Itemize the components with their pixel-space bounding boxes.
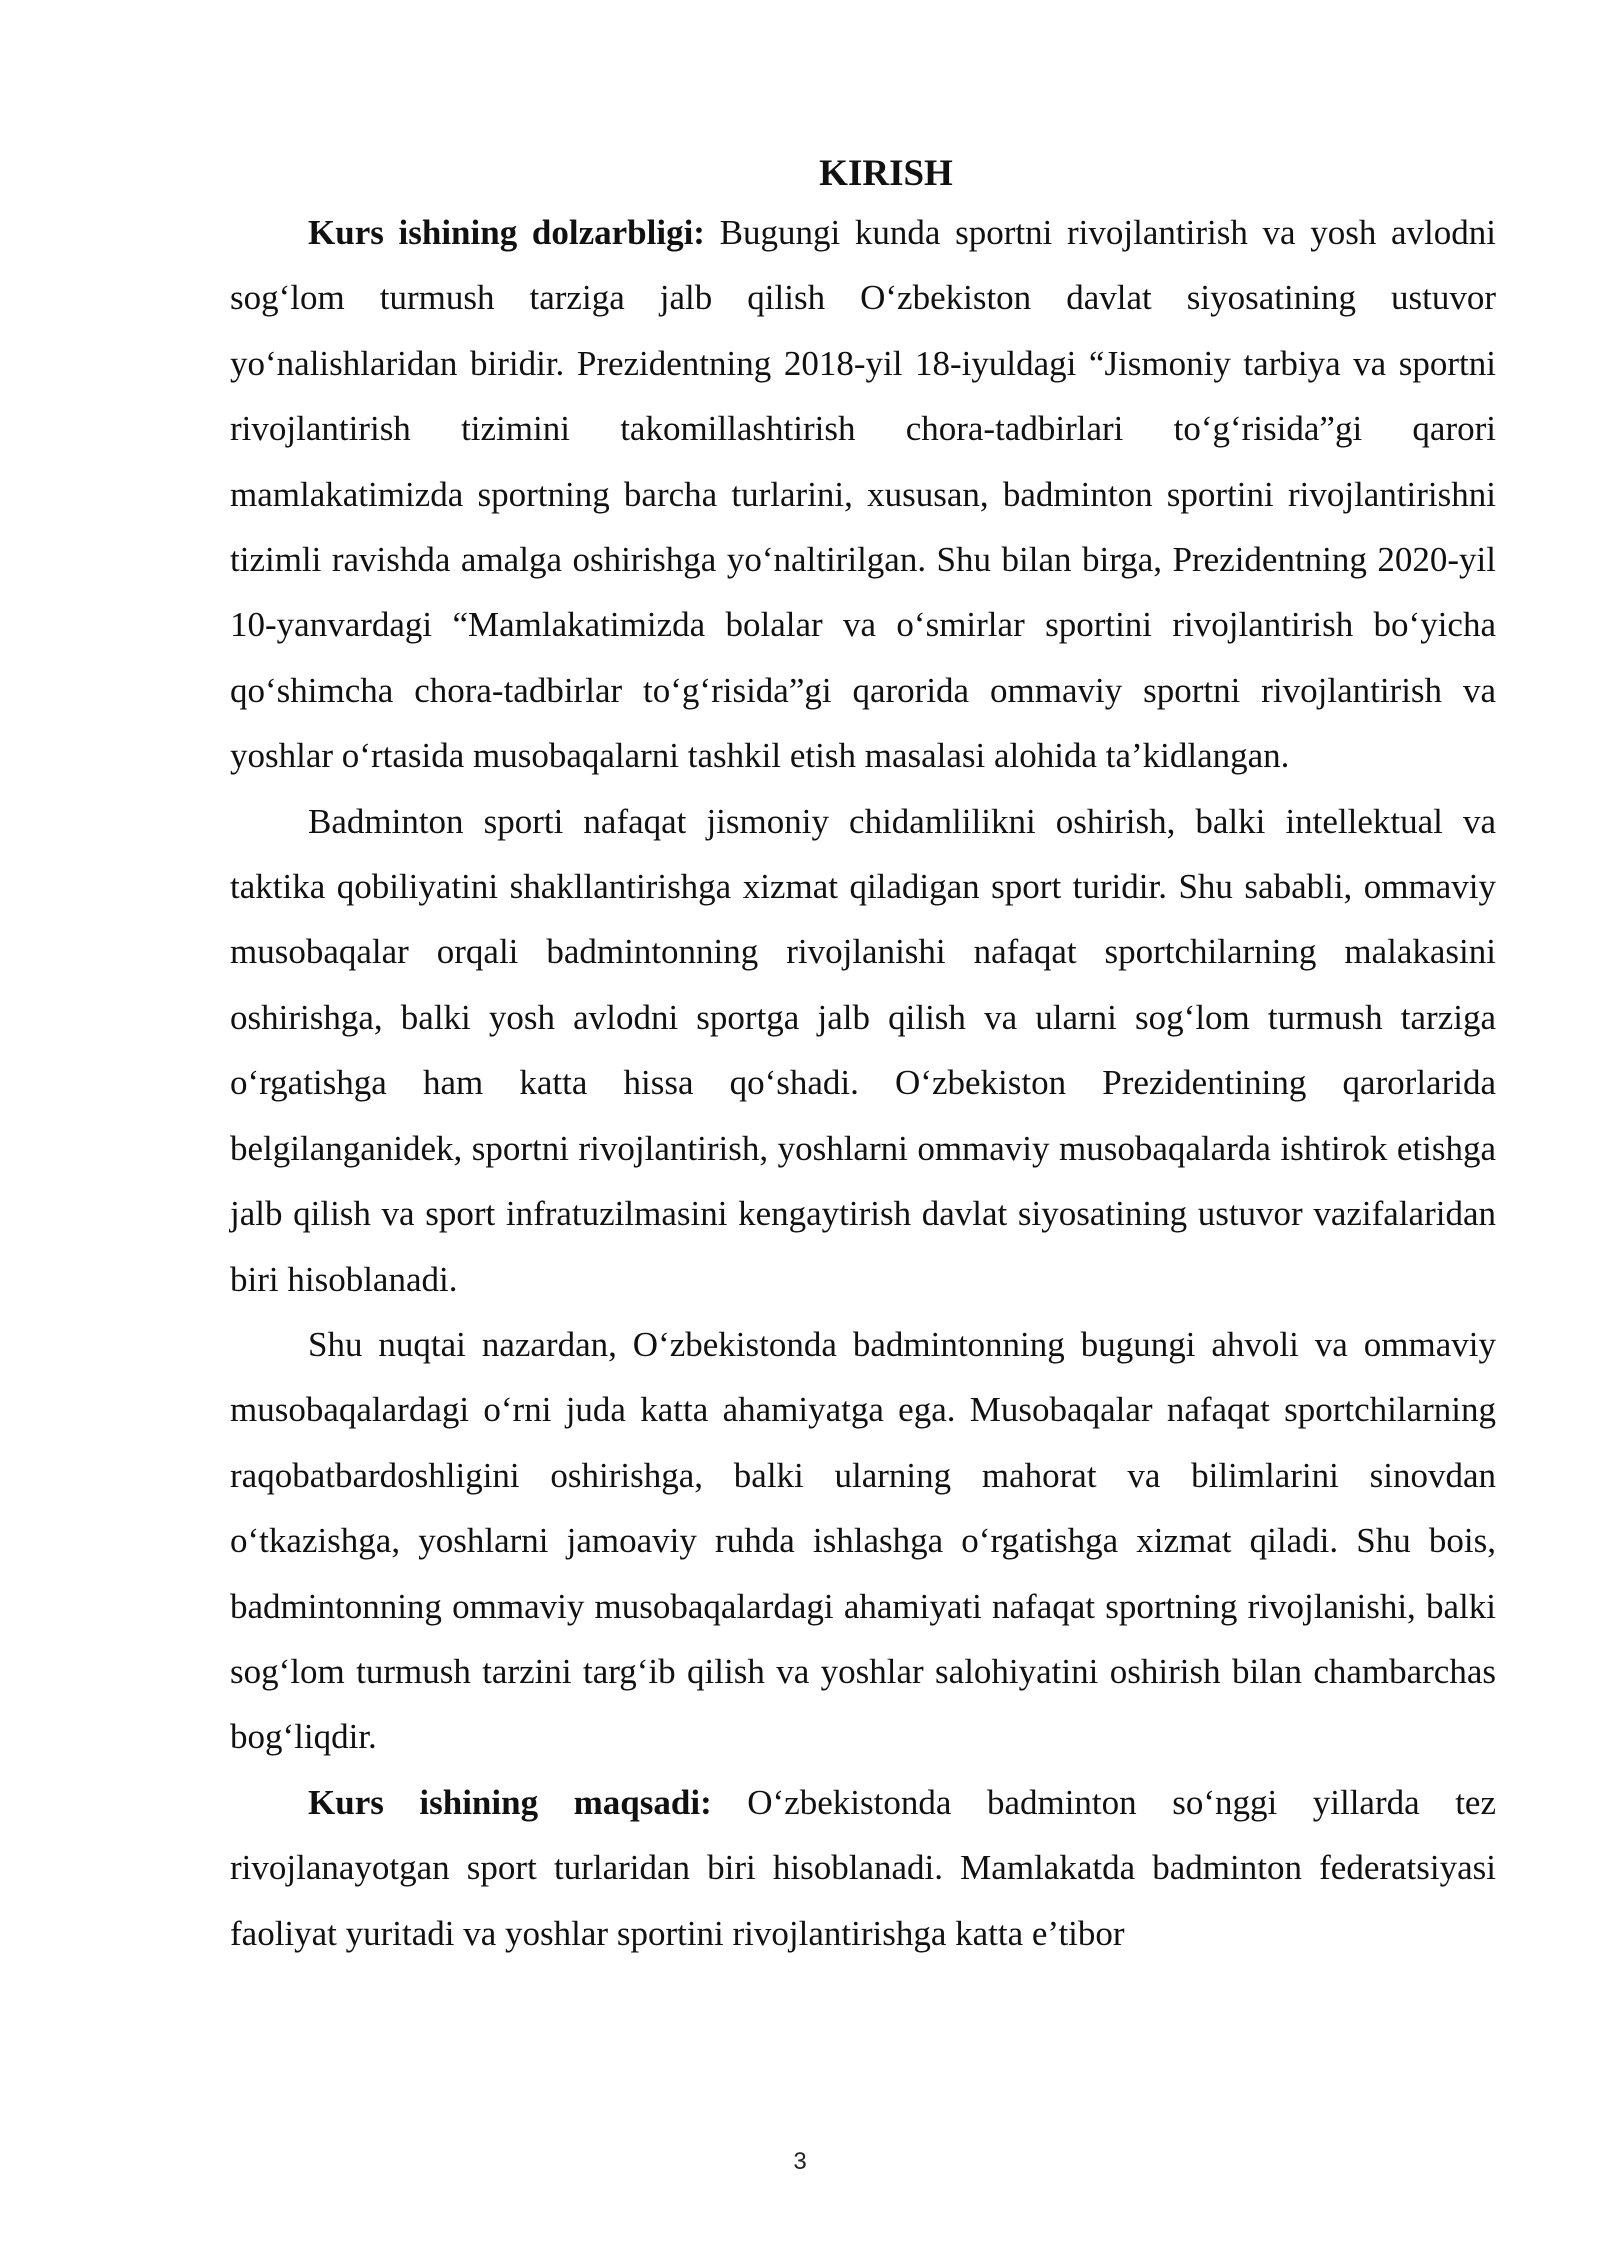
paragraph-lead-relevance: Kurs ishining dolzarbligi: xyxy=(308,213,705,252)
paragraph-text-current-state: Shu nuqtai nazardan, O‘zbekistonda badmintonning bugungi ahvoli va ommaviy musobaqalardagi o‘rni juda katta ahamiyatga ega. Musobaqalar nafaqat sportchilarning raqobatbardoshligini oshirishga, balki ularning mahorat va bilimlarini sinovdan o‘tkazishga, yoshlarni jamoaviy ruhda ishlashga o‘rgatishga xizmat qiladi. Shu bois, badmintonning ommaviy musobaqalardagi ahamiyati nafaqat sportning rivojlanishi, balki sog‘lom turmush tarzini targ‘ib qilish va yoshlar salohiyatini oshirish bilan chambarchas bog‘liqdir. xyxy=(230,1324,1496,1757)
paragraph-text-badminton-sport: Badminton sporti nafaqat jismoniy chidamlilikni oshirish, balki intellektual va taktika qobiliyatini shakllantirishga xizmat qiladigan sport turidir. Shu sababli, ommaviy musobaqalar orqali badmintonning rivojlanishi nafaqat sportchilarning malakasini oshirishga, balki yosh avlodni sportga jalb qilish va ularni sog‘lom turmush tarziga o‘rgatishga ham katta hissa qo‘shadi. O‘zbekiston Prezidentining qarorlarida belgilanganidek, sportni rivojlantirish, yoshlarni ommaviy musobaqalarda ishtirok etishga jalb qilish va sport infratuzilmasini kengaytirish davlat siyosatining ustuvor vazifalaridan biri hisoblanadi. xyxy=(230,801,1496,1299)
paragraph-lead-goal: Kurs ishining maqsadi: xyxy=(308,1782,712,1822)
paragraph-text-goal: O‘zbekistonda badminton so‘nggi yillarda tez rivojlanayotgan sport turlaridan biri hisoblanadi. Mamlakatda badminton federatsiyasi faoliyat yuritadi va yoshlar sportini rivojlantirishga katta e’tibor xyxy=(230,1782,1496,1953)
paragraph-text-relevance: Bugungi kunda sportni rivojlantirish va yosh avlodni sog‘lom turmush tarziga jalb qilish O‘zbekiston davlat siyosatining ustuvor yo‘nalishlaridan biridir. Prezidentning 2018-yil 18-iyuldagi “Jismoniy tarbiya va sportni rivojlantirish tizimini takomillashtirish chora-tadbirlari to‘g‘risida”gi qarori mamlakatimizda sportning barcha turlarini, xususan, badminton sportini rivojlantirishni tizimli ravishda amalga oshirishga yo‘naltirilgan. Shu bilan birga, Prezidentning 2020-yil 10-yanvardagi “Mamlakatimizda bolalar va o‘smirlar sportini rivojlantirish bo‘yicha qo‘shimcha chora-tadbirlar to‘g‘risida”gi qarorida ommaviy sportni rivojlantirish va yoshlar o‘rtasida musobaqalarni tashkil etish masalasi alohida ta’kidlangan. xyxy=(230,213,1496,776)
paragraph-relevance xyxy=(230,200,1496,789)
section-heading: KIRISH xyxy=(819,153,953,194)
document-page xyxy=(230,150,1496,1966)
paragraph-goal xyxy=(230,1770,1496,1966)
page-number: 3 xyxy=(793,2148,807,2175)
paragraph-badminton-sport xyxy=(230,789,1496,1312)
paragraph-current-state xyxy=(230,1312,1496,1770)
